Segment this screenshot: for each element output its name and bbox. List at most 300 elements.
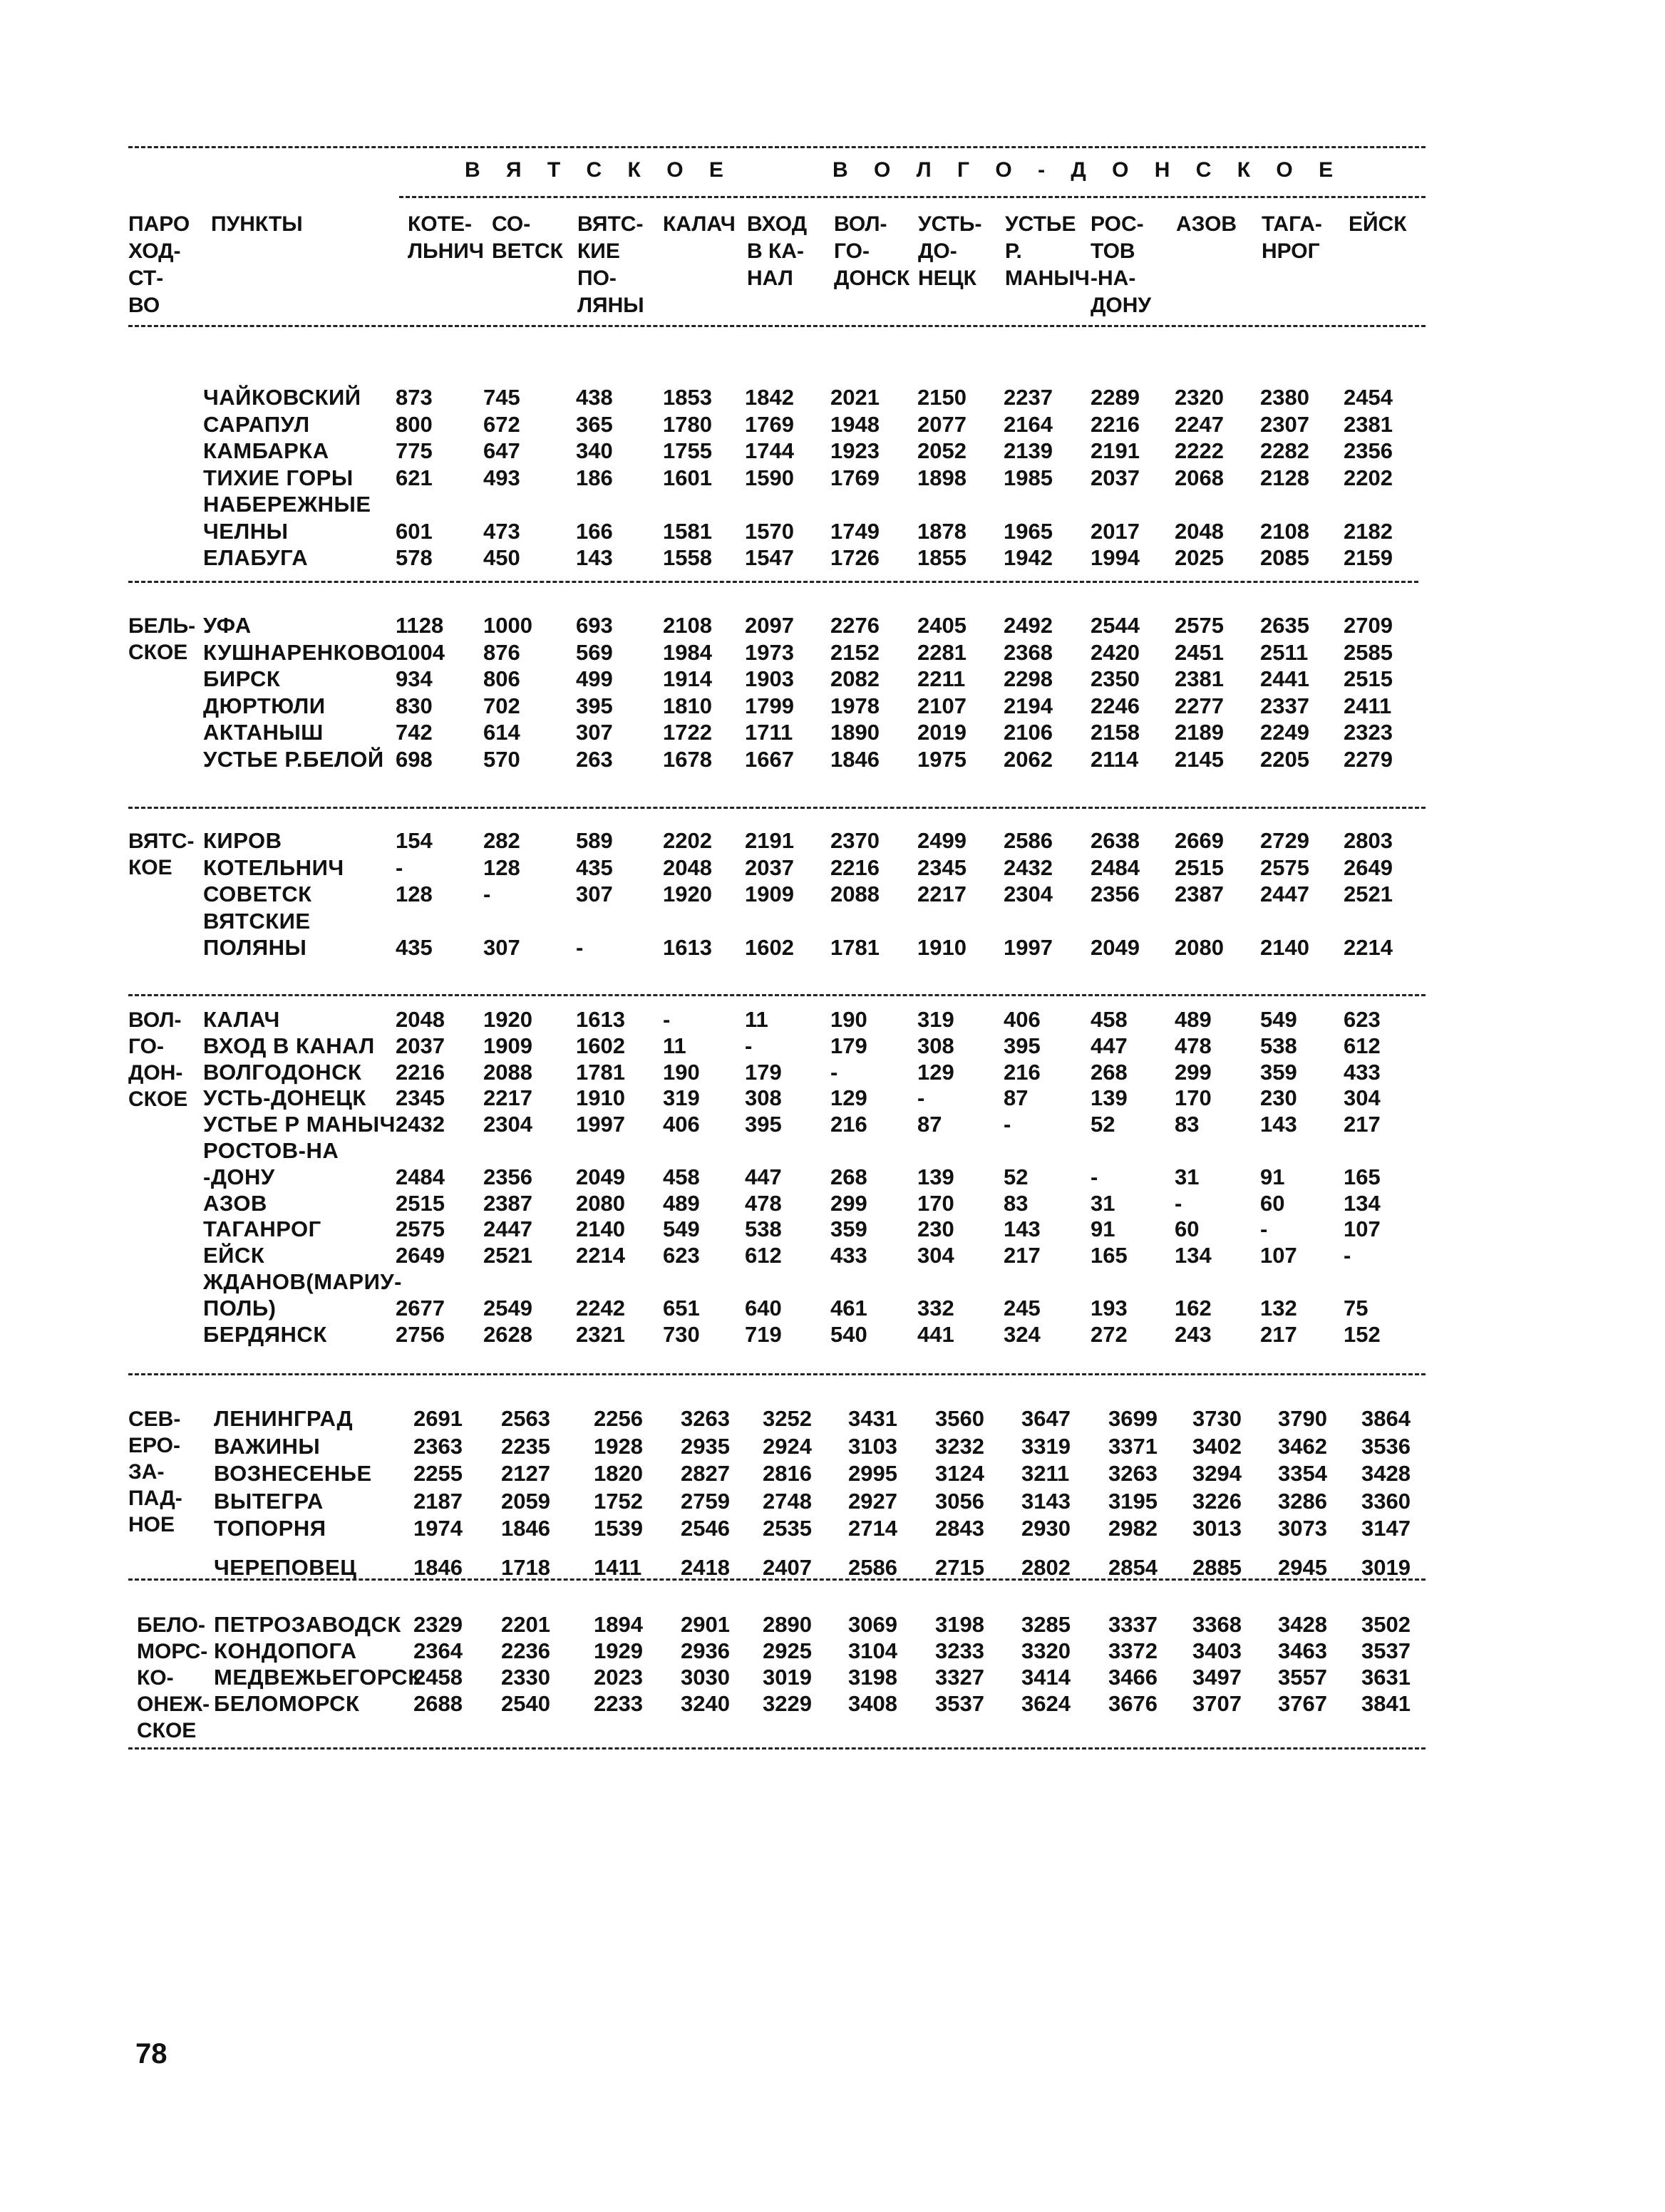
distance-cell: 2575 [1175, 613, 1224, 638]
distance-cell: 1975 [917, 746, 966, 772]
distance-cell: 243 [1175, 1321, 1212, 1347]
distance-cell: 1853 [663, 385, 712, 410]
group-volgodonskoe-heading: В О Л Г О - Д О Н С К О Е [832, 158, 1344, 182]
distance-cell: 621 [396, 465, 433, 490]
distance-cell: 1997 [1004, 935, 1053, 960]
distance-cell: 2418 [681, 1554, 730, 1580]
distance-cell: 395 [576, 693, 613, 718]
distance-cell: 170 [917, 1190, 954, 1216]
distance-cell: - [483, 882, 491, 906]
point-name: КОТЕЛЬНИЧ [203, 854, 344, 880]
point-name: ТАГАНРОГ [203, 1216, 321, 1242]
distance-cell: 1894 [594, 1612, 643, 1637]
distance-cell: 2108 [663, 613, 712, 638]
distance-cell: 478 [745, 1190, 782, 1216]
distance-cell: 2356 [1091, 882, 1140, 906]
distance-cell: 2082 [830, 666, 880, 691]
distance-cell: 2363 [413, 1433, 463, 1459]
distance-cell: 2304 [483, 1112, 532, 1137]
distance-cell: 1769 [830, 465, 880, 490]
distance-cell: 3337 [1108, 1612, 1158, 1637]
distance-cell: 640 [745, 1295, 782, 1321]
distance-cell: 166 [576, 518, 613, 544]
distance-cell: 2628 [483, 1321, 532, 1347]
distance-cell: 1613 [663, 935, 712, 960]
distance-cell: 128 [483, 854, 520, 880]
distance-cell: 3699 [1108, 1406, 1158, 1431]
distance-cell: 2575 [396, 1216, 445, 1242]
distance-cell: 3557 [1278, 1665, 1327, 1690]
section-rule [128, 994, 1426, 996]
distance-cell: 129 [830, 1085, 867, 1111]
point-name: АКТАНЫШ [203, 720, 324, 745]
distance-cell: 2277 [1175, 693, 1224, 718]
point-name: УСТЬЕ Р МАНЫЧ [203, 1112, 396, 1137]
distance-cell: 2515 [396, 1190, 445, 1216]
distance-cell: 1558 [663, 545, 712, 570]
distance-cell: 2279 [1344, 746, 1393, 772]
distance-cell: - [830, 1059, 838, 1085]
distance-cell: 1910 [917, 935, 966, 960]
distance-cell: 2635 [1260, 613, 1309, 638]
distance-cell: 1820 [594, 1461, 643, 1486]
point-name: ЕЙСК [203, 1243, 265, 1268]
distance-cell: 3226 [1192, 1488, 1242, 1514]
distance-cell: 2432 [396, 1112, 445, 1137]
distance-cell: 549 [1260, 1007, 1297, 1032]
distance-cell: 2691 [413, 1406, 463, 1431]
distance-cell: 1985 [1004, 465, 1053, 490]
distance-cell: 60 [1175, 1216, 1200, 1242]
distance-cell: 2152 [830, 639, 880, 665]
distance-cell: 2935 [681, 1433, 730, 1459]
distance-cell: 1128 [396, 613, 444, 638]
distance-cell: 170 [1175, 1085, 1212, 1111]
distance-cell: 672 [483, 411, 520, 437]
distance-cell: 2827 [681, 1461, 730, 1486]
distance-cell: 2454 [1344, 385, 1393, 410]
distance-cell: 612 [1344, 1033, 1381, 1058]
distance-cell: 719 [745, 1321, 782, 1347]
distance-cell: 2925 [763, 1638, 812, 1663]
distance-cell: 3466 [1108, 1665, 1158, 1690]
distance-cell: 2364 [413, 1638, 463, 1663]
distance-cell: 438 [576, 385, 613, 410]
distance-cell: 2108 [1260, 518, 1309, 544]
distance-cell: 1744 [745, 438, 794, 463]
column-header: КОТЕ- ЛЬНИЧ [408, 212, 484, 263]
point-name: НАБЕРЕЖНЫЕ [203, 492, 371, 517]
point-name: ЧЕЛНЫ [203, 518, 289, 544]
distance-cell: 549 [663, 1216, 700, 1242]
group-vyatskoe-heading: В Я Т С К О Е [465, 158, 733, 182]
distance-cell: 1878 [917, 518, 966, 544]
distance-cell: 2217 [483, 1085, 532, 1111]
point-name: САРАПУЛ [203, 411, 310, 437]
distance-cell: 3104 [848, 1638, 897, 1663]
distance-cell: 2484 [396, 1164, 445, 1189]
distance-cell: 2307 [1260, 411, 1309, 437]
distance-cell: 478 [1175, 1033, 1212, 1058]
point-name: БЕЛОМОРСК [214, 1691, 360, 1716]
distance-cell: 775 [396, 438, 433, 463]
distance-cell: 83 [1004, 1190, 1029, 1216]
distance-cell: 3431 [848, 1406, 897, 1431]
distance-cell: 3864 [1361, 1406, 1411, 1431]
distance-cell: 1601 [663, 465, 712, 490]
column-header: ЕЙСК [1349, 212, 1407, 236]
distance-cell: 2345 [396, 1085, 445, 1111]
distance-cell: 2205 [1260, 746, 1309, 772]
distance-cell: 2927 [848, 1488, 897, 1514]
distance-cell: 307 [483, 935, 520, 960]
distance-cell: 2189 [1175, 720, 1224, 745]
point-name: ДЮРТЮЛИ [203, 693, 326, 718]
distance-cell: 2182 [1344, 518, 1393, 544]
distance-cell: 2037 [1091, 465, 1140, 490]
distance-cell: 2164 [1004, 411, 1053, 437]
point-name: ВЫТЕГРА [214, 1488, 324, 1514]
distance-cell: 435 [576, 854, 613, 880]
distance-cell: 3056 [935, 1488, 984, 1514]
distance-cell: 2247 [1175, 411, 1224, 437]
distance-cell: 2420 [1091, 639, 1140, 665]
distance-cell: 75 [1344, 1295, 1368, 1321]
distance-cell: 2380 [1260, 385, 1309, 410]
point-name: ТОПОРНЯ [214, 1516, 326, 1541]
distance-cell: 2150 [917, 385, 966, 410]
distance-cell: 578 [396, 545, 433, 570]
distance-cell: 1984 [663, 639, 712, 665]
point-name: АЗОВ [203, 1190, 267, 1216]
distance-cell: 2106 [1004, 720, 1053, 745]
distance-cell: 2329 [413, 1612, 463, 1637]
distance-cell: 1920 [483, 1007, 532, 1032]
distance-cell: 651 [663, 1295, 700, 1321]
distance-cell: 1718 [501, 1554, 550, 1580]
group-rule [399, 196, 1426, 198]
distance-cell: 186 [576, 465, 613, 490]
distance-cell: 2235 [501, 1433, 550, 1459]
distance-cell: 217 [1260, 1321, 1297, 1347]
distance-cell: 3143 [1021, 1488, 1071, 1514]
distance-cell: 2930 [1021, 1516, 1071, 1541]
point-name: МЕДВЕЖЬЕГОРСК [214, 1665, 422, 1690]
column-header: УСТЬЕ Р. МАНЫЧ [1005, 212, 1090, 290]
distance-cell: 830 [396, 693, 433, 718]
distance-cell: 3195 [1108, 1488, 1158, 1514]
distance-cell: 2145 [1175, 746, 1224, 772]
header-punkty: ПУНКТЫ [211, 212, 303, 236]
header-bottom-rule [128, 325, 1426, 327]
distance-cell: 1613 [576, 1007, 625, 1032]
distance-cell: 1678 [663, 746, 712, 772]
section-rule [128, 1747, 1426, 1750]
distance-cell: 2216 [830, 854, 880, 880]
distance-cell: 1898 [917, 465, 966, 490]
distance-cell: 3103 [848, 1433, 897, 1459]
distance-cell: 473 [483, 518, 520, 544]
distance-cell: 447 [1091, 1033, 1128, 1058]
distance-cell: - [917, 1085, 925, 1111]
distance-cell: 1965 [1004, 518, 1053, 544]
distance-cell: - [1004, 1112, 1011, 1137]
distance-cell: 623 [663, 1243, 700, 1268]
distance-cell: 2447 [483, 1216, 532, 1242]
distance-cell: 3841 [1361, 1691, 1411, 1716]
distance-cell: 152 [1344, 1321, 1381, 1347]
distance-cell: 1755 [663, 438, 712, 463]
distance-cell: 2037 [396, 1033, 445, 1058]
point-name: ВХОД В КАНАЛ [203, 1033, 375, 1058]
distance-cell: 2521 [1344, 882, 1393, 906]
distance-cell: 2407 [763, 1554, 812, 1580]
company-label: ВЯТС- КОЕ [128, 830, 195, 879]
distance-cell: 307 [576, 720, 613, 745]
distance-cell: 1667 [745, 746, 794, 772]
distance-cell: 589 [576, 828, 613, 853]
point-name: ВЯТСКИЕ [203, 908, 311, 934]
point-name: ПОЛЬ) [203, 1295, 277, 1321]
distance-cell: 2202 [1344, 465, 1393, 490]
distance-cell: 2387 [1175, 882, 1224, 906]
point-name: ВАЖИНЫ [214, 1433, 321, 1459]
distance-cell: 3372 [1108, 1638, 1158, 1663]
distance-cell: 1973 [745, 639, 794, 665]
distance-cell: 365 [576, 411, 613, 437]
distance-cell: 3730 [1192, 1406, 1242, 1431]
distance-cell: 2441 [1260, 666, 1309, 691]
distance-cell: 193 [1091, 1295, 1128, 1321]
distance-cell: 2802 [1021, 1554, 1071, 1580]
distance-cell: 263 [576, 746, 613, 772]
distance-cell: 2049 [1091, 935, 1140, 960]
distance-cell: 2585 [1344, 639, 1393, 665]
distance-cell: 2854 [1108, 1554, 1158, 1580]
distance-cell: 489 [663, 1190, 700, 1216]
distance-cell: 2995 [848, 1461, 897, 1486]
distance-cell: 2214 [576, 1243, 625, 1268]
distance-cell: 2236 [501, 1638, 550, 1663]
point-name: ПОЛЯНЫ [203, 935, 307, 960]
point-name: ЧАЙКОВСКИЙ [203, 385, 361, 410]
point-name: УСТЬЕ Р.БЕЛОЙ [203, 746, 384, 772]
distance-cell: 308 [745, 1085, 782, 1111]
distance-cell: 268 [830, 1164, 867, 1189]
distance-cell: 441 [917, 1321, 954, 1347]
distance-cell: 612 [745, 1243, 782, 1268]
distance-cell: 217 [1344, 1112, 1381, 1137]
distance-cell: 1929 [594, 1638, 643, 1663]
distance-cell: 2885 [1192, 1554, 1242, 1580]
distance-cell: 3402 [1192, 1433, 1242, 1459]
distance-cell: 569 [576, 639, 613, 665]
column-header: РОС- ТОВ -НА- ДОНУ [1091, 212, 1152, 317]
distance-cell: 406 [1004, 1007, 1041, 1032]
distance-cell: 3408 [848, 1691, 897, 1716]
distance-cell: 31 [1175, 1164, 1200, 1189]
distance-cell: 1602 [576, 1033, 625, 1058]
distance-cell: 2088 [483, 1059, 532, 1085]
distance-cell: 359 [1260, 1059, 1297, 1085]
company-label: ВОЛ- ГО- ДОН- СКОЕ [128, 1008, 188, 1111]
point-name: ПЕТРОЗАВОДСК [214, 1612, 401, 1637]
distance-cell: 2048 [396, 1007, 445, 1032]
distance-cell: 107 [1344, 1216, 1381, 1242]
distance-cell: 3502 [1361, 1612, 1411, 1637]
distance-cell: 3631 [1361, 1665, 1411, 1690]
point-name: КУШНАРЕНКОВО [203, 639, 398, 665]
distance-cell: 2187 [413, 1488, 463, 1514]
distance-cell: 2748 [763, 1488, 812, 1514]
distance-cell: 1547 [745, 545, 794, 570]
distance-cell: 1846 [501, 1516, 550, 1541]
distance-cell: - [745, 1033, 753, 1058]
distance-cell: 873 [396, 385, 433, 410]
distance-cell: 2114 [1091, 746, 1139, 772]
distance-cell: 2017 [1091, 518, 1140, 544]
section-rule [128, 581, 1418, 583]
distance-cell: 2370 [830, 828, 880, 853]
distance-cell: 1928 [594, 1433, 643, 1459]
distance-cell: 1004 [396, 639, 445, 665]
distance-cell: 2677 [396, 1295, 445, 1321]
distance-cell: 1914 [663, 666, 712, 691]
distance-cell: 2127 [501, 1461, 550, 1486]
distance-cell: 2128 [1260, 465, 1309, 490]
distance-cell: 1590 [745, 465, 794, 490]
column-header: УСТЬ- ДО- НЕЦК [918, 212, 982, 290]
distance-cell: 1711 [745, 720, 793, 745]
distance-cell: 60 [1260, 1190, 1285, 1216]
distance-cell: 190 [830, 1007, 867, 1032]
distance-cell: 433 [1344, 1059, 1381, 1085]
distance-cell: 2546 [681, 1516, 730, 1541]
distance-cell: 2025 [1175, 545, 1224, 570]
point-name: КАЛАЧ [203, 1007, 280, 1032]
distance-cell: - [1260, 1216, 1268, 1242]
distance-cell: 601 [396, 518, 433, 544]
distance-cell: 3263 [681, 1406, 730, 1431]
distance-cell: 304 [1344, 1085, 1381, 1111]
distance-cell: 2549 [483, 1295, 532, 1321]
distance-cell: 2350 [1091, 666, 1140, 691]
distance-cell: 3019 [763, 1665, 812, 1690]
distance-cell: 2521 [483, 1243, 532, 1268]
distance-cell: 139 [917, 1164, 954, 1189]
distance-cell: 3229 [763, 1691, 812, 1716]
distance-cell: 1726 [830, 545, 880, 570]
distance-cell: 3240 [681, 1691, 730, 1716]
distance-cell: 2097 [745, 613, 794, 638]
distance-cell: 2140 [1260, 935, 1309, 960]
distance-cell: 876 [483, 639, 520, 665]
distance-cell: 319 [663, 1085, 700, 1111]
distance-cell: 1752 [594, 1488, 643, 1514]
distance-cell: 1842 [745, 385, 794, 410]
distance-cell: 107 [1260, 1243, 1297, 1268]
distance-cell: 698 [396, 746, 433, 772]
distance-cell: 742 [396, 720, 433, 745]
distance-cell: 538 [1260, 1033, 1297, 1058]
distance-cell: 538 [745, 1216, 782, 1242]
distance-cell: 2191 [745, 828, 794, 853]
distance-cell: 458 [663, 1164, 700, 1189]
distance-cell: 230 [917, 1216, 954, 1242]
distance-cell: 359 [830, 1216, 867, 1242]
distance-cell: 2586 [1004, 828, 1053, 853]
distance-cell: 216 [830, 1112, 867, 1137]
distance-cell: 3463 [1278, 1638, 1327, 1663]
distance-cell: 3537 [1361, 1638, 1411, 1663]
distance-cell: 2451 [1175, 639, 1224, 665]
distance-cell: 3707 [1192, 1691, 1242, 1716]
distance-cell: 3462 [1278, 1433, 1327, 1459]
distance-cell: 1846 [413, 1554, 463, 1580]
distance-cell: 2216 [1091, 411, 1140, 437]
company-label: СЕВ- ЕРО- ЗА- ПАД- НОЕ [128, 1407, 182, 1536]
distance-cell: 2049 [576, 1164, 625, 1189]
distance-cell: 2194 [1004, 693, 1053, 718]
distance-cell: 570 [483, 746, 520, 772]
distance-cell: 3013 [1192, 1516, 1242, 1541]
distance-cell: 3403 [1192, 1638, 1242, 1663]
distance-cell: 319 [917, 1007, 954, 1032]
distance-cell: 2237 [1004, 385, 1053, 410]
distance-cell: 2048 [663, 854, 712, 880]
distance-cell: 1539 [594, 1516, 643, 1541]
distance-cell: 493 [483, 465, 520, 490]
distance-cell: 139 [1091, 1085, 1128, 1111]
distance-cell: 2688 [413, 1691, 463, 1716]
distance-cell: 179 [830, 1033, 867, 1058]
distance-cell: 489 [1175, 1007, 1212, 1032]
distance-cell: 179 [745, 1059, 782, 1085]
distance-cell: 693 [576, 613, 613, 638]
distance-cell: 230 [1260, 1085, 1297, 1111]
distance-cell: 2924 [763, 1433, 812, 1459]
column-header: СО- ВЕТСК [492, 212, 563, 263]
distance-cell: 2201 [501, 1612, 550, 1637]
distance-cell: 2843 [935, 1516, 984, 1541]
distance-cell: 2356 [1344, 438, 1393, 463]
column-header: ТАГА- НРОГ [1262, 212, 1322, 263]
distance-cell: 2019 [917, 720, 966, 745]
distance-cell: 2242 [576, 1295, 625, 1321]
distance-cell: 1749 [830, 518, 880, 544]
distance-cell: 1781 [576, 1059, 625, 1085]
point-name: КОНДОПОГА [214, 1638, 357, 1663]
distance-cell: 134 [1344, 1190, 1381, 1216]
column-header: ВХОД В КА- НАЛ [747, 212, 808, 290]
distance-cell: 447 [745, 1164, 782, 1189]
distance-cell: 143 [1260, 1112, 1297, 1137]
top-rule [128, 146, 1426, 148]
distance-cell: 2217 [917, 882, 966, 906]
distance-cell: 2233 [594, 1691, 643, 1716]
distance-cell: 2715 [935, 1554, 984, 1580]
distance-cell: 540 [830, 1321, 867, 1347]
distance-cell: 3676 [1108, 1691, 1158, 1716]
distance-cell: 1910 [576, 1085, 625, 1111]
distance-cell: 1855 [917, 545, 966, 570]
distance-cell: 11 [745, 1007, 768, 1032]
distance-cell: 52 [1091, 1112, 1115, 1137]
distance-cell: 2289 [1091, 385, 1140, 410]
distance-cell: 2023 [594, 1665, 643, 1690]
distance-cell: 216 [1004, 1059, 1041, 1085]
distance-cell: 91 [1260, 1164, 1285, 1189]
